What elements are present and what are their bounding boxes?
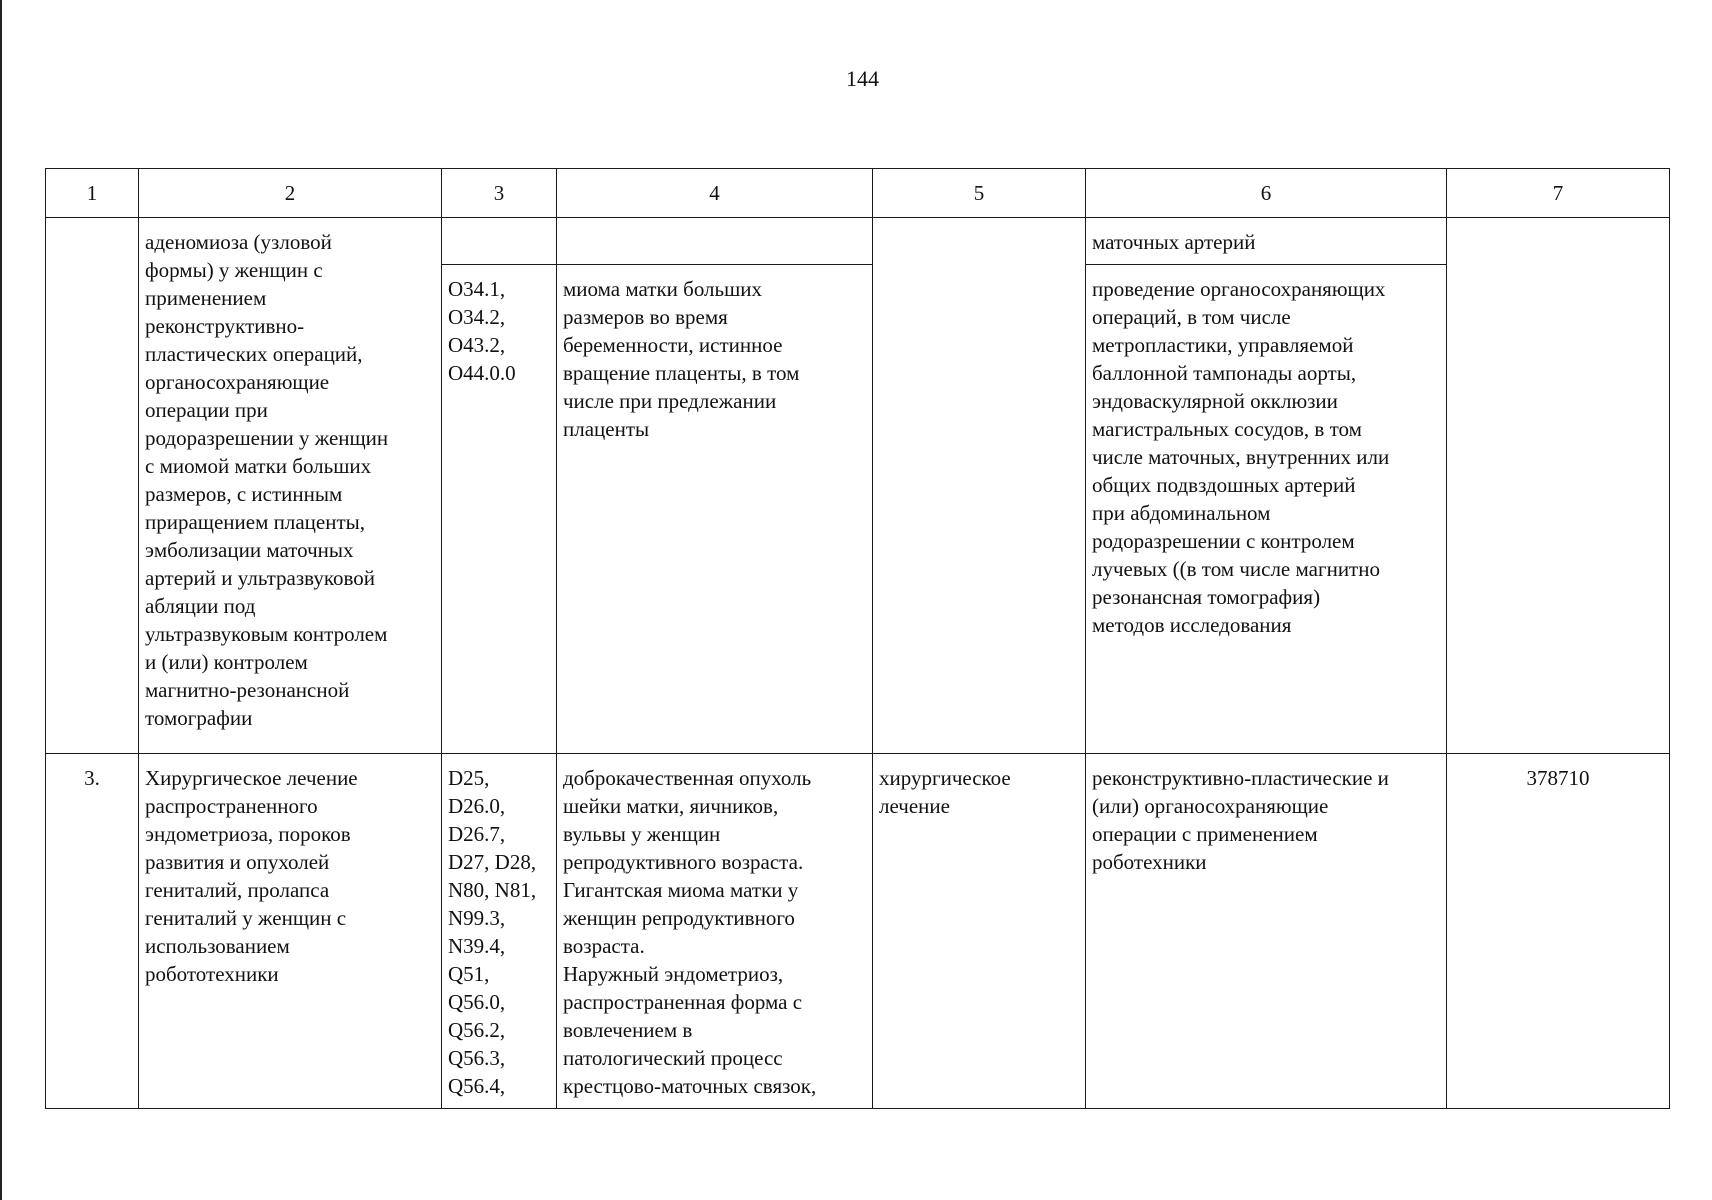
treatment-kind-cell (873, 218, 1086, 754)
icd-code-cell (442, 218, 557, 265)
patient-model-cell: миома матки больших размеров во время беременности, истинное вращение плаценты, в том числе при предлежании плаценты (557, 265, 873, 754)
treatment-method-cell: маточных артерий (1086, 218, 1447, 265)
column-header: 1 (46, 169, 139, 218)
services-table (45, 168, 1670, 1109)
column-header: 3 (442, 169, 557, 218)
column-header: 5 (873, 169, 1086, 218)
patient-model-cell: доброкачественная опухоль шейки матки, яичников, вульвы у женщин репродуктивного возраста. Гигантская миома матки у женщин репродуктивного возраста. Наружный эндометриоз, распространенная форма с вовлечением в патологический процесс крестцово-маточных связок, (557, 754, 873, 1109)
treatment-kind-cell: хирургическое лечение (873, 754, 1086, 1109)
column-header: 7 (1447, 169, 1670, 218)
treatment-type-cell: Хирургическое лечение распространенного эндометриоза, пороков развития и опухолей гениталий, пролапса гениталий у женщин с использованием робототехники (139, 754, 442, 1109)
table-row (46, 754, 1670, 1109)
patient-model-cell (557, 218, 873, 265)
column-header: 4 (557, 169, 873, 218)
treatment-method-cell: реконструктивно-пластические и (или) органосохраняющие операции с применением роботехники (1086, 754, 1447, 1109)
column-header: 2 (139, 169, 442, 218)
row-number-cell: 3. (46, 754, 139, 1109)
page-number: 144 (846, 66, 879, 91)
norm-cost-cell: 378710 (1447, 754, 1670, 1109)
icd-code-cell: D25, D26.0, D26.7, D27, D28, N80, N81, N99.3, N39.4, Q51, Q56.0, Q56.2, Q56.3, Q56.4, (442, 754, 557, 1109)
treatment-method-cell: проведение органосохраняющих операций, в том числе метропластики, управляемой баллонной тампонады аорты, эндоваскулярной окклюзии магистральных сосудов, в том числе маточных, внутренних или общих подвздошных артерий при абдоминальном родоразрешении с контролем лучевых ((в том числе магнитно резонансная томография) методов исследования (1086, 265, 1447, 754)
table-header-row (46, 169, 1670, 218)
page-edge-line (0, 0, 2, 1200)
column-header: 6 (1086, 169, 1447, 218)
treatment-type-cell: аденомиоза (узловой формы) у женщин с применением реконструктивно- пластических операций, органосохраняющие операции при родоразрешении у женщин с миомой матки больших размеров, с истинным приращением плаценты, эмболизации маточных артерий и ультразвуковой абляции под ультразвуковым контролем и (или) контролем магнитно-резонансной томографии (139, 218, 442, 754)
icd-code-cell: O34.1, O34.2, O43.2, O44.0.0 (442, 265, 557, 754)
row-number-cell (46, 218, 139, 754)
norm-cost-cell (1447, 218, 1670, 754)
table-row (46, 218, 1670, 265)
